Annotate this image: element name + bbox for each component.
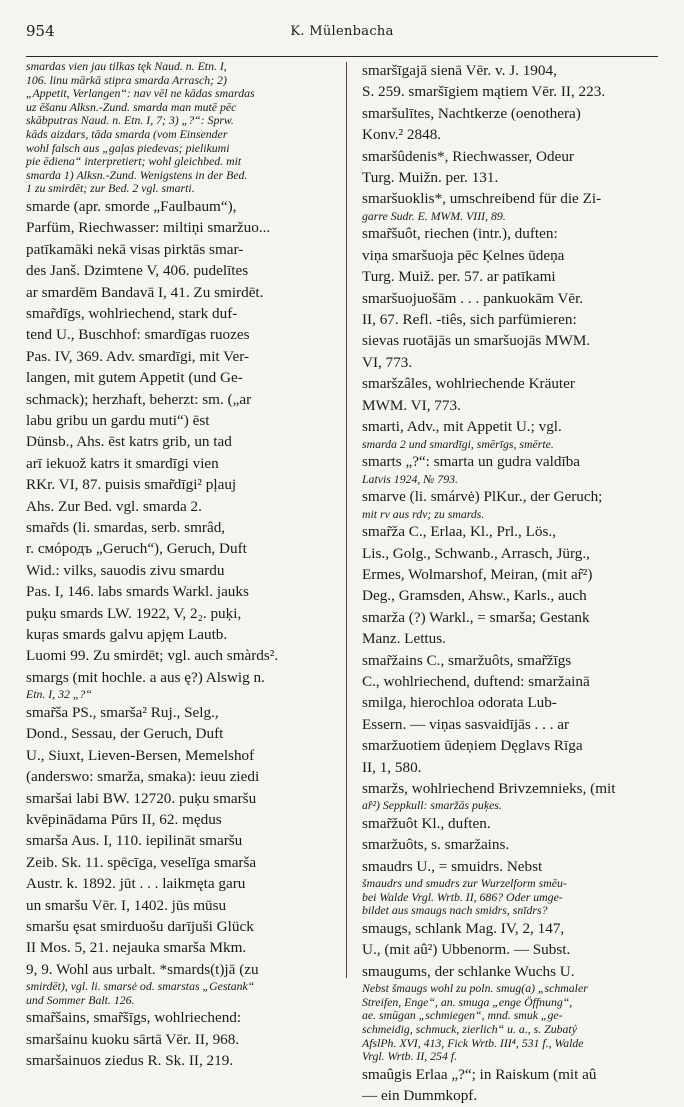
text-line: Deg., Gramsden, Ahsw., Karls., auch (362, 587, 587, 605)
text-line: smaršulītes, Nachtkerze (oenothera) (362, 104, 581, 122)
text-line: smirdēt), vgl. li. smarsė od. smarstas „Gestank“ (26, 979, 255, 994)
text-line: bildet aus smaugs nach smidrs, snīdrs? (362, 903, 548, 918)
text-line: smaršzâles, wohlriechende Kräuter (362, 375, 575, 393)
text-line: puķu smards LW. 1922, V, 2₂. puķi, (26, 604, 242, 622)
text-line: smaršûdenis*, Riechwasser, Odeur (362, 147, 574, 165)
text-line: Lis., Golg., Schwanb., Arrasch, Jürg., (362, 544, 590, 562)
text-line: langen, mit gutem Appetit (und Ge- (26, 369, 243, 387)
text-line: smar̃ša PS., smarša² Ruj., Selg., (26, 703, 219, 721)
text-line: garre Sudr. E. MWM. VIII, 89. (362, 208, 506, 223)
text-line: schmeidig, schmuck, zierlich“ u. a., s. Zubatý (362, 1021, 577, 1036)
left-column (26, 59, 334, 1070)
text-line: RKr. VI, 87. puisis smar̃dīgi² pļauj (26, 476, 237, 494)
text-line: 9, 9. Wohl aus urbalt. *smards(t)jā (zu (26, 960, 259, 978)
text-line: smaršīgajā sienā Vēr. v. J. 1904, (362, 62, 557, 79)
text-line: un smaršu Vēr. I, 1402. jūs mūsu (26, 896, 227, 914)
text-line: — ein Dummkopf. (362, 1087, 478, 1105)
text-line: ae. smūgan „schmiegen“, mnd. smuk „ge- (362, 1008, 563, 1023)
text-line: smarti, Adv., mit Appetit U.; vgl. (362, 418, 562, 436)
text-line: ar smardēm Bandavā I, 41. Zu smirdēt. (26, 283, 264, 301)
text-line: II Mos. 5, 21. nejauka smarša Mkm. (26, 939, 247, 957)
text-line: bei Walde Vrgl. Wrtb. II, 686? Oder umge- (362, 889, 563, 904)
column-divider (346, 62, 347, 978)
text-line: Turg. Muiž. per. 57. ar patīkami (362, 268, 556, 286)
text-line: smarda 1) Alksn.-Zund. Wenigstens in der Bed. (26, 167, 248, 182)
text-line: Austr. k. 1892. jūt . . . laikmęta garu (26, 875, 246, 893)
text-line: smar̃ža C., Erlaa, Kl., Prl., Lös., (362, 523, 557, 541)
text-line: smarda 2 und smardīgi, smērīgs, smērte. (362, 436, 554, 451)
text-line: Ahs. Zur Bed. vgl. smarda 2. (26, 497, 202, 515)
text-line: smaržs, wohlriechend Brivzemnieks, (mit (362, 779, 616, 797)
text-line: smaugums, der schlanke Wuchs U. (362, 962, 575, 980)
text-line: smar̃žuôt Kl., duften. (362, 814, 491, 832)
text-line: Streifen, Enge“, an. smuga „enge Öffnung“, (362, 994, 573, 1009)
text-line: Pas. I, 146. labs smards Warkl. jauks (26, 583, 249, 601)
running-head: K. Mülenbacha (290, 24, 394, 39)
text-line: Konv.² 2848. (362, 126, 442, 144)
text-line: šmaudrs und smudrs zur Wurzelform smēu- (362, 876, 567, 891)
text-line: smar̃šains, smar̃šīgs, wohlriechend: (26, 1009, 242, 1027)
text-line: Luomi 99. Zu smirdēt; vgl. auch smàrds². (26, 647, 279, 665)
text-line: wohl falsch aus „gaļas piedevas; pielikumi (26, 140, 230, 155)
text-line: smarde (apr. smorde „Faulbaum“), (26, 197, 237, 215)
text-line: smaržuôts, s. smaržains. (362, 836, 510, 854)
text-line: 106. linu mārkā stipra smarda Arrasch; 2) (26, 72, 227, 87)
text-line: Ermes, Wolmarshof, Meiran, (mit ar̂²) (362, 565, 593, 583)
text-line: uz ēšanu Alksn.-Zund. smarda man mutē pēc (26, 99, 237, 114)
text-line: smaršuojuošām . . . pankuokām Vēr. (362, 289, 584, 307)
text-line: ar̂²) Seppkull: smaržās puķes. (362, 798, 502, 813)
text-line: smar̃šuôt, riechen (intr.), duften: (362, 225, 558, 243)
text-line: smaršainu kuoku sārtā Vēr. II, 968. (26, 1030, 240, 1048)
text-line: C., wohlriechend, duftend: smaržainā (362, 672, 590, 690)
text-line: smaudrs U., = smuidrs. Nebst (362, 857, 543, 875)
text-line: Vrgl. Wrtb. II, 254 f. (362, 1049, 458, 1064)
text-line: smargs (mit hochle. a aus ę?) Alswig n. (26, 668, 265, 686)
text-line: 1 zu smirdēt; zur Bed. 2 vgl. smarti. (26, 181, 195, 196)
text-line: smaršuoklis*, umschreibend für die Zi- (362, 190, 602, 208)
page-number: 954 (26, 22, 55, 40)
text-line: Wid.: vilks, sauodis zivu smardu (26, 561, 225, 579)
text-line: VI, 773. (362, 353, 413, 371)
text-line: Etn. I, 32 „?“ (26, 687, 92, 702)
text-line: Dünsb., Ahs. ēst katrs grib, un tad (26, 433, 232, 451)
text-line: Nebst šmaugs wohl zu poln. smug(a) „schmaler (362, 981, 588, 996)
text-line: Parfüm, Riechwasser: miltiņi smaržuo... (26, 219, 271, 237)
text-line: kāds aizdars, tāda smarda (vom Einsender (26, 126, 228, 141)
text-line: smar̃dīgs, wohlriechend, stark duf- (26, 304, 238, 322)
text-line: patīkamāki nekā visas pirktās smar- (26, 240, 244, 258)
text-line: pie ēdiena“ interpretiert; wohl gleichbed. mit (26, 154, 242, 169)
text-line: smaršainuos ziedus R. Sk. II, 219. (26, 1052, 234, 1070)
text-line: smaršai labi BW. 12720. puķu smaršu (26, 789, 257, 807)
text-line: und Sommer Balt. 126. (26, 992, 135, 1007)
text-line: viņa smaršuoja pēc Ķelnes ūdeņa (362, 246, 565, 264)
text-line: tend U., Buschhof: smardīgas ruozes (26, 326, 250, 344)
text-line: arī iekuož katrs it smardīgi vien (26, 454, 219, 472)
text-line: r. смóродъ „Geruch“), Geruch, Duft (26, 540, 247, 558)
text-line: smarts „?“: smarta un gudra valdība (362, 453, 581, 471)
text-line: smarža (?) Warkl., = smarša; Gestank (362, 608, 590, 626)
text-line: des Janš. Dzimtene V, 406. pudelītes (26, 262, 249, 280)
text-line: smardas vien jau tilkas tęk Naud. n. Etn. I, (26, 59, 227, 73)
text-line: U., (mit aû²) Ubbenorm. — Subst. (362, 941, 571, 959)
text-line: S. 259. smaršīgiem mątiem Vēr. II, 223. (362, 83, 606, 101)
text-line: smarša Aus. I, 110. iepilināt smaršu (26, 832, 243, 850)
text-line: smaugs, schlank Mag. IV, 2, 147, (362, 919, 565, 937)
text-line: Dond., Sessau, der Geruch, Duft (26, 725, 224, 743)
page-header (26, 20, 658, 57)
text-line: Latvis 1924, № 793. (362, 471, 458, 486)
text-line: U., Siuxt, Lieven-Bersen, Memelshof (26, 746, 255, 764)
text-line: schmack); herzhaft, beherzt: sm. („ar (26, 390, 252, 408)
text-line: smaržuotiem ūdeņiem Dęglavs Rīga (362, 737, 583, 755)
text-line: Manz. Lettus. (362, 630, 446, 648)
text-line: labu gribu un gardu muti“) ēst (26, 412, 210, 429)
text-line: smarve (li. smárvė) PlKur., der Geruch; (362, 488, 603, 506)
text-line: (anderswo: smarža, smaka): ieuu ziedi (26, 768, 260, 786)
text-line: skābputras Naud. n. Etn. I, 7; 3) „?“: Sprw. (26, 113, 234, 128)
text-line: smaûgis Erlaa „?“; in Raiskum (mit aû (362, 1065, 597, 1083)
text-line: II, 67. Refl. -tiês, sich parfümieren: (362, 311, 577, 329)
text-line: smaršu ęsat smirduošu darījuši Glück (26, 917, 254, 935)
text-line: AfslPh. XVI, 413, Fick Wrtb. III⁴, 531 f., Walde (362, 1035, 584, 1050)
text-line: Zeib. Sk. 11. spēcīga, veselīga smarša (26, 853, 257, 871)
text-line: sievas ruotājās un smaršuojās MWM. (362, 332, 591, 350)
text-line: smar̃ds (li. smardas, serb. smrâd, (26, 519, 226, 537)
text-line: II, 1, 580. (362, 758, 422, 776)
text-line: Essern. — viņas sasvaidījās . . . ar (362, 715, 570, 733)
text-line: mit rv aus rdv; zu smards. (362, 506, 485, 521)
text-line: kuŗas smards galvu apjęm Lautb. (26, 626, 228, 644)
text-line: „Appetit, Verlangen“: nav vēl ne kādas smardas (26, 86, 255, 101)
text-line: Pas. IV, 369. Adv. smardīgi, mit Ver- (26, 347, 250, 365)
right-column (362, 60, 662, 1105)
text-line: Turg. Muižn. per. 131. (362, 169, 499, 187)
text-line: smar̃žains C., smaržuôts, smar̃žīgs (362, 651, 572, 669)
text-line: smilga, hierochloa odorata Lub- (362, 694, 557, 712)
text-line: MWM. VI, 773. (362, 396, 461, 414)
text-line: kvēpinādama Pūrs II, 62. mędus (26, 810, 222, 828)
